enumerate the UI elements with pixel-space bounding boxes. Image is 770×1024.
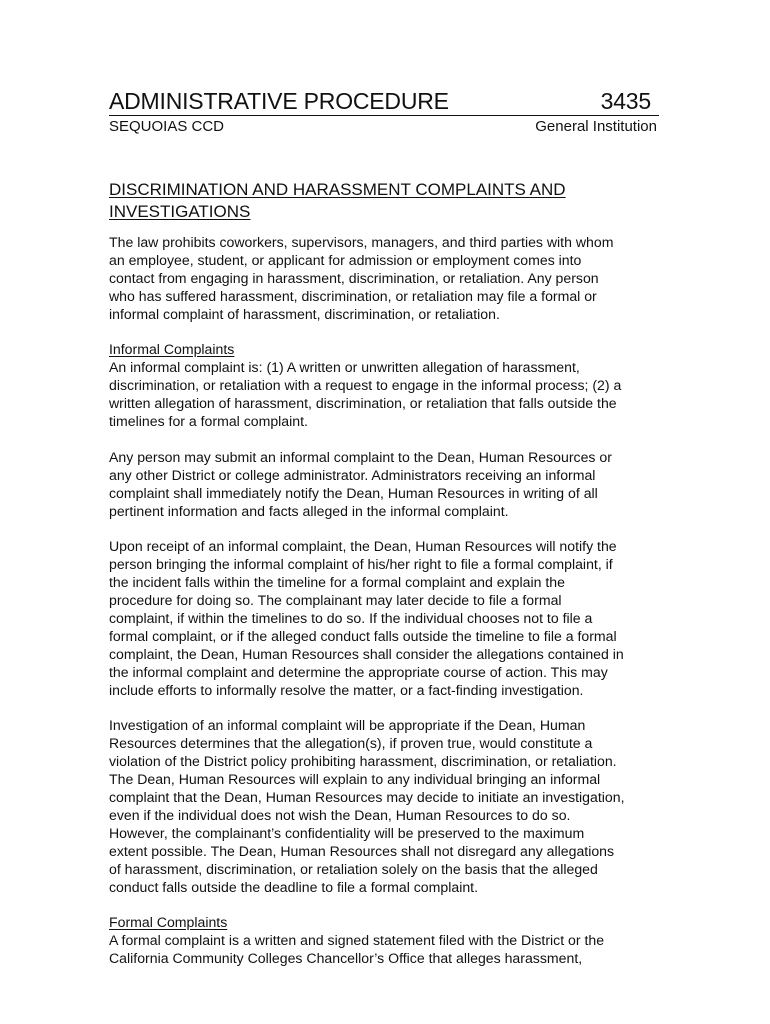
informal-complaints-section (109, 341, 659, 431)
informal-complaints-heading: Informal Complaints (109, 341, 235, 358)
section-title-text: INVESTIGATIONS (109, 202, 251, 221)
text-line: pertinent information and facts alleged in the informal complaint. (109, 502, 509, 519)
informal-paragraph-investigation (109, 717, 659, 896)
text-line: extent possible. The Dean, Human Resources shall not disregard any allegations (109, 842, 615, 859)
section-title-line (109, 179, 599, 201)
text-line: procedure for doing so. The complainant may later decide to file a formal (109, 592, 562, 609)
text-line: Upon receipt of an informal complaint, the Dean, Human Resources will notify the (109, 538, 617, 555)
text-line: discrimination, or retaliation with a request to engage in the informal process; (2) a (109, 377, 622, 394)
section-title-line (109, 201, 599, 223)
text-line: Resources determines that the allegation(s), if proven true, would constitute a (109, 735, 593, 752)
document-page (109, 86, 659, 968)
procedure-number: 3435 (600, 88, 651, 114)
text-line: of harassment, discrimination, or retaliation solely on the basis that the alleged (109, 860, 598, 877)
text-line: include efforts to informally resolve the matter, or a fact-finding investigation. (109, 681, 584, 698)
text-line: conduct falls outside the deadline to file a formal complaint. (109, 878, 478, 895)
text-line: timelines for a formal complaint. (109, 413, 308, 430)
text-line: complaint, the Dean, Human Resources shall consider the allegations contained in (109, 645, 624, 662)
text-line: written allegation of harassment, discrimination, or retaliation that falls outside the (109, 395, 617, 412)
text-line: who has suffered harassment, discrimination, or retaliation may file a formal or (109, 287, 597, 304)
text-line: the informal complaint and determine the appropriate course of action. This may (109, 663, 608, 680)
text-line: An informal complaint is: (1) A written or unwritten allegation of harassment, (109, 359, 580, 376)
intro-paragraph (109, 234, 659, 324)
text-line: contact from engaging in harassment, discrimination, or retaliation. Any person (109, 269, 599, 286)
procedure-title: ADMINISTRATIVE PROCEDURE (109, 88, 449, 114)
text-line: the incident falls within the timeline for a formal complaint and explain the (109, 574, 565, 591)
text-line: Any person may submit an informal complaint to the Dean, Human Resources or (109, 448, 612, 465)
text-line: California Community Colleges Chancellor’s Office that alleges harassment, (109, 950, 583, 967)
text-line: complaint shall immediately notify the Dean, Human Resources in writing of all (109, 484, 598, 501)
procedure-header (109, 86, 659, 116)
formal-complaints-heading: Formal Complaints (109, 914, 228, 931)
text-line: violation of the District policy prohibiting harassment, discrimination, or retaliation. (109, 753, 617, 770)
informal-paragraph-submit (109, 449, 659, 521)
text-line: A formal complaint is a written and signed statement filed with the District or the (109, 932, 605, 949)
text-line: person bringing the informal complaint of his/her right to file a formal complaint, if (109, 556, 613, 573)
text-line: Investigation of an informal complaint will be appropriate if the Dean, Human (109, 717, 586, 734)
text-line: complaint that the Dean, Human Resources may decide to initiate an investigation, (109, 789, 625, 806)
section-title-text: DISCRIMINATION AND HARASSMENT COMPLAINTS AND (109, 180, 566, 199)
informal-paragraph-receipt (109, 538, 659, 699)
text-line: any other District or college administrator. Administrators receiving an informal (109, 466, 596, 483)
procedure-category: General Institution (535, 118, 657, 135)
text-line: even if the individual does not wish the Dean, Human Resources to do so. (109, 806, 571, 823)
text-line: The law prohibits coworkers, supervisors, managers, and third parties with whom (109, 234, 614, 250)
text-line: formal complaint, or if the alleged conduct falls outside the timeline to file a formal (109, 627, 617, 644)
text-line: an employee, student, or applicant for admission or employment comes into (109, 251, 582, 268)
district-name: SEQUOIAS CCD (109, 118, 225, 135)
text-line: However, the complainant’s confidentiality will be preserved to the maximum (109, 824, 585, 841)
formal-complaints-section (109, 914, 659, 968)
procedure-subheader (109, 118, 659, 136)
section-title (109, 179, 599, 223)
text-line: informal complaint of harassment, discrimination, or retaliation. (109, 305, 500, 322)
text-line: complaint, if within the timelines to do so. If the individual chooses not to file a (109, 609, 593, 626)
text-line: The Dean, Human Resources will explain to any individual bringing an informal (109, 771, 601, 788)
